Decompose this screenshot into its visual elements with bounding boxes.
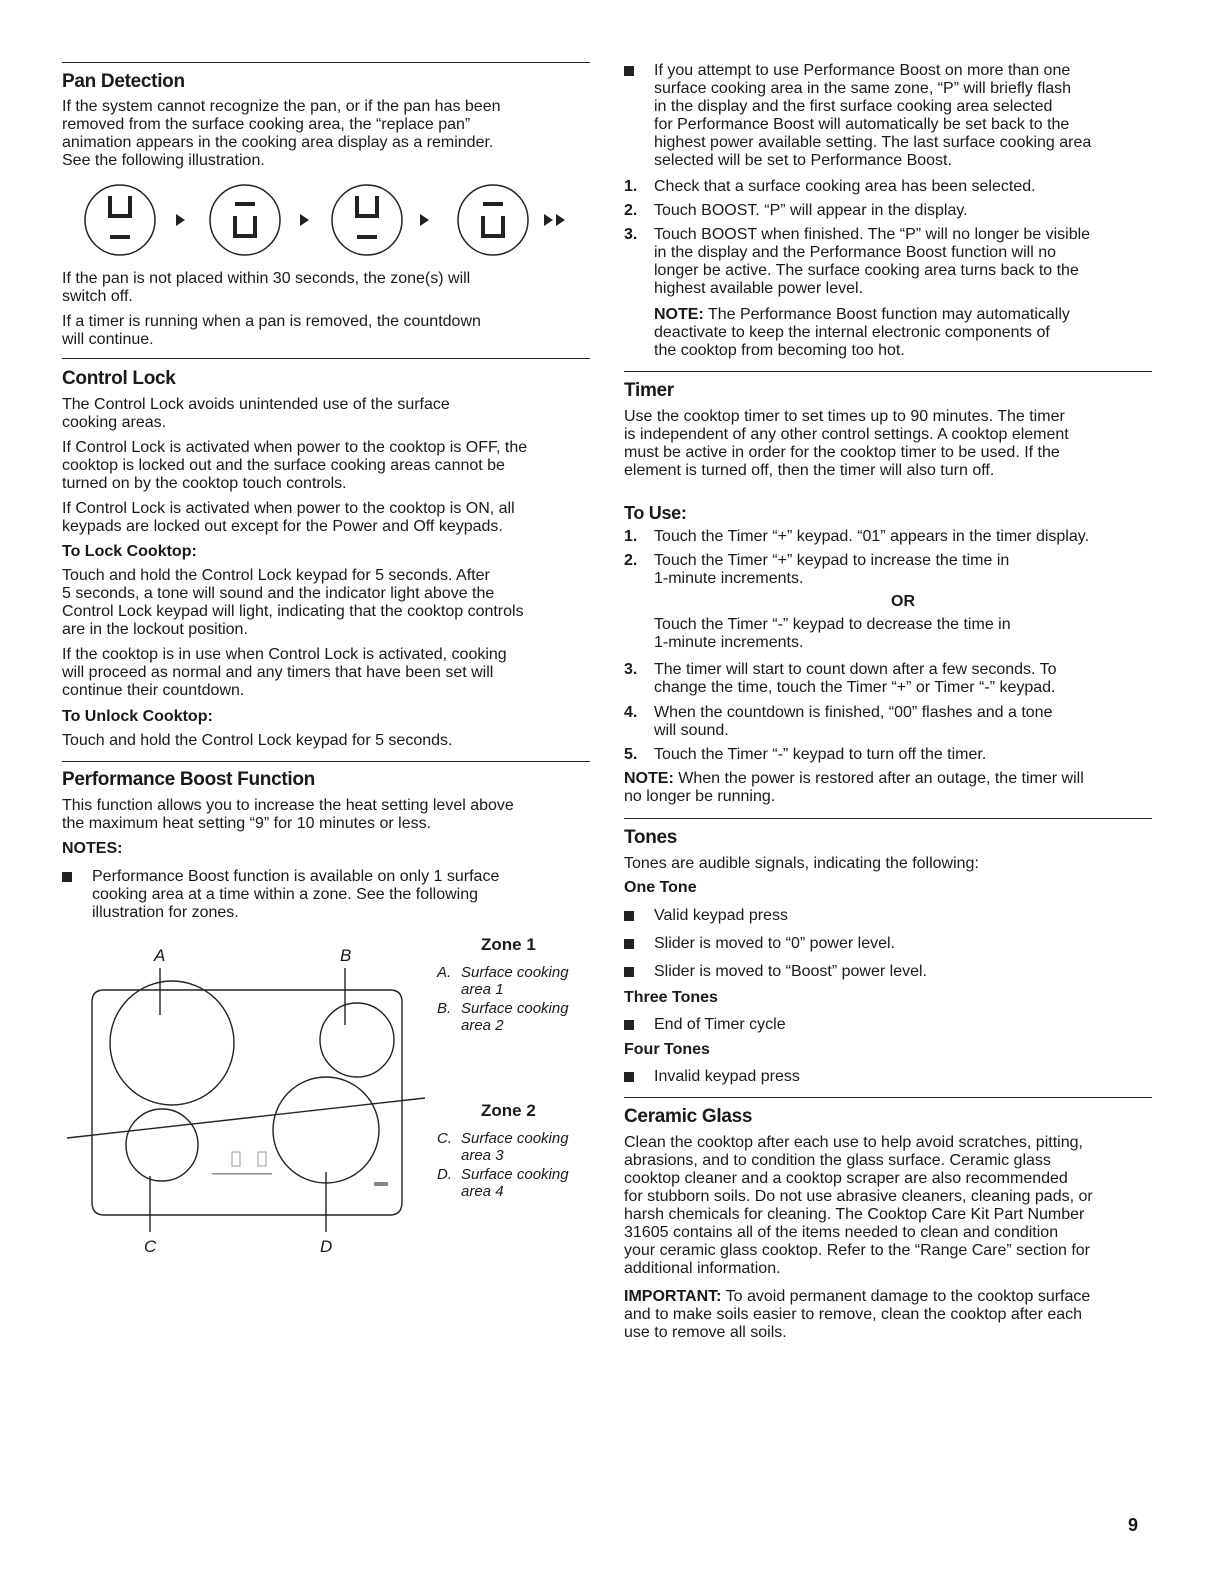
text-line: change the time, touch the Timer “+” or Timer “-” keypad.	[654, 679, 1056, 696]
text-line: highest available power level.	[654, 280, 864, 297]
text-line: removed from the surface cooking area, the “replace pan”	[62, 116, 471, 133]
pan-timeout-text	[62, 270, 590, 306]
text-line: To avoid permanent damage to the cooktop surface	[721, 1288, 1091, 1305]
control-lock-on-text	[62, 500, 590, 536]
caption-line: area 4	[461, 1183, 504, 1200]
note-label: NOTE:	[654, 306, 704, 323]
bullet-icon	[624, 911, 634, 921]
to-use-subheading: To Use:	[624, 503, 687, 523]
boost-step-2	[624, 202, 1152, 220]
zone-2-title: Zone 2	[481, 1101, 536, 1120]
step-number: 3.	[624, 226, 638, 243]
step-number: 1.	[624, 528, 638, 545]
text-line: 5 seconds, a tone will sound and the indicator light above the	[62, 585, 495, 602]
performance-boost-intro	[62, 797, 590, 833]
text-line: deactivate to keep the internal electronic components of	[654, 324, 1050, 341]
text-line: switch off.	[62, 288, 133, 305]
text-line: If Control Lock is activated when power to the cooktop is ON, all	[62, 500, 515, 517]
step-number: 3.	[624, 661, 638, 678]
three-tones-subheading: Three Tones	[624, 989, 718, 1006]
timer-step-2	[624, 552, 1152, 652]
pan-timer-text	[62, 313, 590, 349]
text-line: cooktop cleaner and a cooktop scraper are also recommended	[624, 1170, 1068, 1187]
step-number: 2.	[624, 202, 638, 219]
text-line: will proceed as normal and any timers that have been set will	[62, 664, 494, 681]
bullet-icon	[624, 939, 634, 949]
text-line: are in the lockout position.	[62, 621, 248, 638]
text-line: Touch BOOST. “P” will appear in the display.	[654, 202, 968, 219]
tone-item	[624, 935, 1152, 953]
notes-label: NOTES:	[62, 840, 123, 857]
tones-intro: Tones are audible signals, indicating the following:	[624, 855, 979, 872]
text-line: additional information.	[624, 1260, 781, 1277]
text-line: continue their countdown.	[62, 682, 245, 699]
text-line: and to make soils easier to remove, clean the cooktop after each	[624, 1306, 1083, 1323]
caption-line: Surface cooking	[461, 1166, 569, 1183]
text-line: Touch the Timer “+” keypad to increase the time in	[654, 552, 1010, 569]
text-line: use to remove all soils.	[624, 1324, 787, 1341]
text-line: longer be active. The surface cooking area turns back to the	[654, 262, 1079, 279]
text-line: End of Timer cycle	[654, 1016, 786, 1033]
control-lock-intro	[62, 396, 590, 432]
lock-cooktop-subheading: To Lock Cooktop:	[62, 543, 197, 560]
unlock-cooktop-subheading: To Unlock Cooktop:	[62, 708, 213, 725]
bullet-icon	[62, 872, 72, 882]
text-line: surface cooking area in the same zone, “P” will briefly flash	[654, 80, 1072, 97]
text-line: is independent of any other control settings. A cooktop element	[624, 426, 1069, 443]
text-line: If a timer is running when a pan is removed, the countdown	[62, 313, 481, 330]
section-divider	[624, 818, 1152, 819]
tones-heading: Tones	[624, 827, 678, 848]
note-label: NOTE:	[624, 770, 674, 787]
caption-c	[437, 1130, 587, 1164]
caption-line: Surface cooking	[461, 1130, 569, 1147]
boost-step-1	[624, 178, 1152, 196]
text-line: turned on by the cooktop touch controls.	[62, 475, 347, 492]
boost-note-item	[62, 868, 590, 922]
label-d: D	[320, 1237, 333, 1256]
text-line: Valid keypad press	[654, 907, 788, 924]
caption-line: area 1	[461, 981, 504, 998]
caption-b	[437, 1000, 587, 1034]
boost-note	[624, 306, 1152, 360]
text-line: Slider is moved to “Boost” power level.	[654, 963, 927, 980]
pan-detection-text	[62, 98, 590, 170]
timer-step-4	[624, 704, 1152, 740]
text-line: This function allows you to increase the heat setting level above	[62, 797, 514, 814]
text-line: will continue.	[62, 331, 154, 348]
bullet-icon	[624, 1020, 634, 1030]
replace-pan-animation-illustration	[62, 182, 590, 260]
bullet-icon	[624, 1072, 634, 1082]
or-label: OR	[891, 593, 915, 610]
text-line: no longer be running.	[624, 788, 776, 805]
control-lock-heading: Control Lock	[62, 368, 176, 389]
section-divider	[624, 1097, 1152, 1098]
text-line: Performance Boost function is available on only 1 surface	[92, 868, 500, 885]
section-divider	[624, 371, 1152, 372]
text-line: If the cooktop is in use when Control Lock is activated, cooking	[62, 646, 507, 663]
bullet-icon	[624, 66, 634, 76]
text-line: Touch the Timer “-” keypad to decrease the time in	[654, 616, 1011, 633]
label-c: C	[144, 1237, 157, 1256]
boost-note-item	[624, 62, 1152, 170]
text-line: cooking areas.	[62, 414, 167, 431]
timer-intro	[624, 408, 1152, 480]
caption-line: area 2	[461, 1017, 504, 1034]
text-line: The Performance Boost function may automatically	[703, 306, 1070, 323]
performance-boost-heading: Performance Boost Function	[62, 769, 315, 790]
text-line: Use the cooktop timer to set times up to 90 minutes. The timer	[624, 408, 1065, 425]
tone-item	[624, 1068, 1152, 1086]
caption-a	[437, 964, 587, 998]
timer-note	[624, 770, 1152, 806]
text-line: Touch and hold the Control Lock keypad for 5 seconds. After	[62, 567, 490, 584]
section-divider	[62, 62, 590, 63]
text-line: in the display and the Performance Boost function will no	[654, 244, 1057, 261]
caption-line: Surface cooking	[461, 1000, 569, 1017]
text-line: Touch the Timer “-” keypad to turn off the timer.	[654, 746, 987, 763]
caption-line: Surface cooking	[461, 964, 569, 981]
tone-item	[624, 907, 1152, 925]
four-tones-subheading: Four Tones	[624, 1041, 710, 1058]
text-line: When the countdown is finished, “00” flashes and a tone	[654, 704, 1053, 721]
text-line: will sound.	[654, 722, 729, 739]
boost-step-3	[624, 226, 1152, 298]
text-line: highest power available setting. The last surface cooking area	[654, 134, 1092, 151]
zone-1-legend	[437, 936, 587, 1034]
text-line: harsh chemicals for cleaning. The Cooktop Care Kit Part Number	[624, 1206, 1085, 1223]
text-line: If you attempt to use Performance Boost on more than one	[654, 62, 1071, 79]
step-number: 4.	[624, 704, 638, 721]
tone-item	[624, 963, 1152, 981]
text-line: If the pan is not placed within 30 seconds, the zone(s) will	[62, 270, 471, 287]
text-line: The Control Lock avoids unintended use of the surface	[62, 396, 450, 413]
label-a: A	[154, 946, 166, 965]
text-line: If the system cannot recognize the pan, or if the pan has been	[62, 98, 501, 115]
step-number: 5.	[624, 746, 638, 763]
step-number: 2.	[624, 552, 638, 569]
text-line: animation appears in the cooking area display as a reminder.	[62, 134, 494, 151]
text-line: for Performance Boost will automatically be set back to the	[654, 116, 1070, 133]
label-b: B	[340, 946, 352, 965]
text-line: keypads are locked out except for the Power and Off keypads.	[62, 518, 503, 535]
caption-letter: A.	[437, 964, 452, 981]
text-line: See the following illustration.	[62, 152, 265, 169]
text-line: Invalid keypad press	[654, 1068, 800, 1085]
text-line: Touch BOOST when finished. The “P” will no longer be visible	[654, 226, 1091, 243]
caption-letter: D.	[437, 1166, 452, 1183]
zone-1-title: Zone 1	[481, 935, 536, 954]
tone-item	[624, 1016, 1152, 1034]
control-lock-off-text	[62, 439, 590, 493]
text-line: illustration for zones.	[92, 904, 239, 921]
text-line: 31605 contains all of the items needed to clean and condition	[624, 1224, 1059, 1241]
bullet-icon	[624, 967, 634, 977]
pan-detection-heading: Pan Detection	[62, 71, 185, 92]
ceramic-glass-heading: Ceramic Glass	[624, 1106, 753, 1127]
text-line: the cooktop from becoming too hot.	[654, 342, 905, 359]
one-tone-subheading: One Tone	[624, 879, 697, 896]
caption-d	[437, 1166, 587, 1200]
text-line: abrasions, and to condition the glass surface. Ceramic glass	[624, 1152, 1051, 1169]
text-line: cooktop is locked out and the surface cooking areas cannot be	[62, 457, 505, 474]
caption-letter: C.	[437, 1130, 452, 1147]
text-line: The timer will start to count down after a few seconds. To	[654, 661, 1057, 678]
unlock-cooktop-text: Touch and hold the Control Lock keypad for 5 seconds.	[62, 732, 453, 749]
text-line: Clean the cooktop after each use to help avoid scratches, pitting,	[624, 1134, 1083, 1151]
section-divider	[62, 761, 590, 762]
zone-2-legend	[437, 1102, 587, 1200]
timer-step-3	[624, 661, 1152, 697]
important-label: IMPORTANT:	[624, 1288, 722, 1305]
step-number: 1.	[624, 178, 638, 195]
ceramic-glass-text	[624, 1134, 1152, 1278]
ceramic-glass-important	[624, 1288, 1152, 1342]
timer-step-1	[624, 528, 1152, 546]
text-line: Check that a surface cooking area has been selected.	[654, 178, 1036, 195]
text-line: must be active in order for the cooktop timer to be used. If the	[624, 444, 1060, 461]
caption-letter: B.	[437, 1000, 452, 1017]
text-line: 1-minute increments.	[654, 634, 804, 651]
text-line: When the power is restored after an outage, the timer will	[673, 770, 1084, 787]
text-line: cooking area at a time within a zone. See the following	[92, 886, 479, 903]
lock-in-use-text	[62, 646, 590, 700]
text-line: 1-minute increments.	[654, 570, 804, 587]
text-line: your ceramic glass cooktop. Refer to the “Range Care” section for	[624, 1242, 1090, 1259]
text-line: If Control Lock is activated when power to the cooktop is OFF, the	[62, 439, 528, 456]
caption-line: area 3	[461, 1147, 504, 1164]
timer-step-5	[624, 746, 1152, 764]
text-line: Touch the Timer “+” keypad. “01” appears in the timer display.	[654, 528, 1090, 545]
text-line: Control Lock keypad will light, indicating that the cooktop controls	[62, 603, 524, 620]
page-number: 9	[1128, 1515, 1139, 1535]
timer-heading: Timer	[624, 380, 674, 401]
section-divider	[62, 358, 590, 359]
text-line: in the display and the first surface cooking area selected	[654, 98, 1053, 115]
lock-cooktop-text	[62, 567, 590, 639]
text-line: selected will be set to Performance Boost.	[654, 152, 952, 169]
text-line: for stubborn soils. Do not use abrasive cleaners, cleaning pads, or	[624, 1188, 1093, 1205]
text-line: element is turned off, then the timer will also turn off.	[624, 462, 995, 479]
text-line: the maximum heat setting “9” for 10 minutes or less.	[62, 815, 432, 832]
text-line: Slider is moved to “0” power level.	[654, 935, 895, 952]
